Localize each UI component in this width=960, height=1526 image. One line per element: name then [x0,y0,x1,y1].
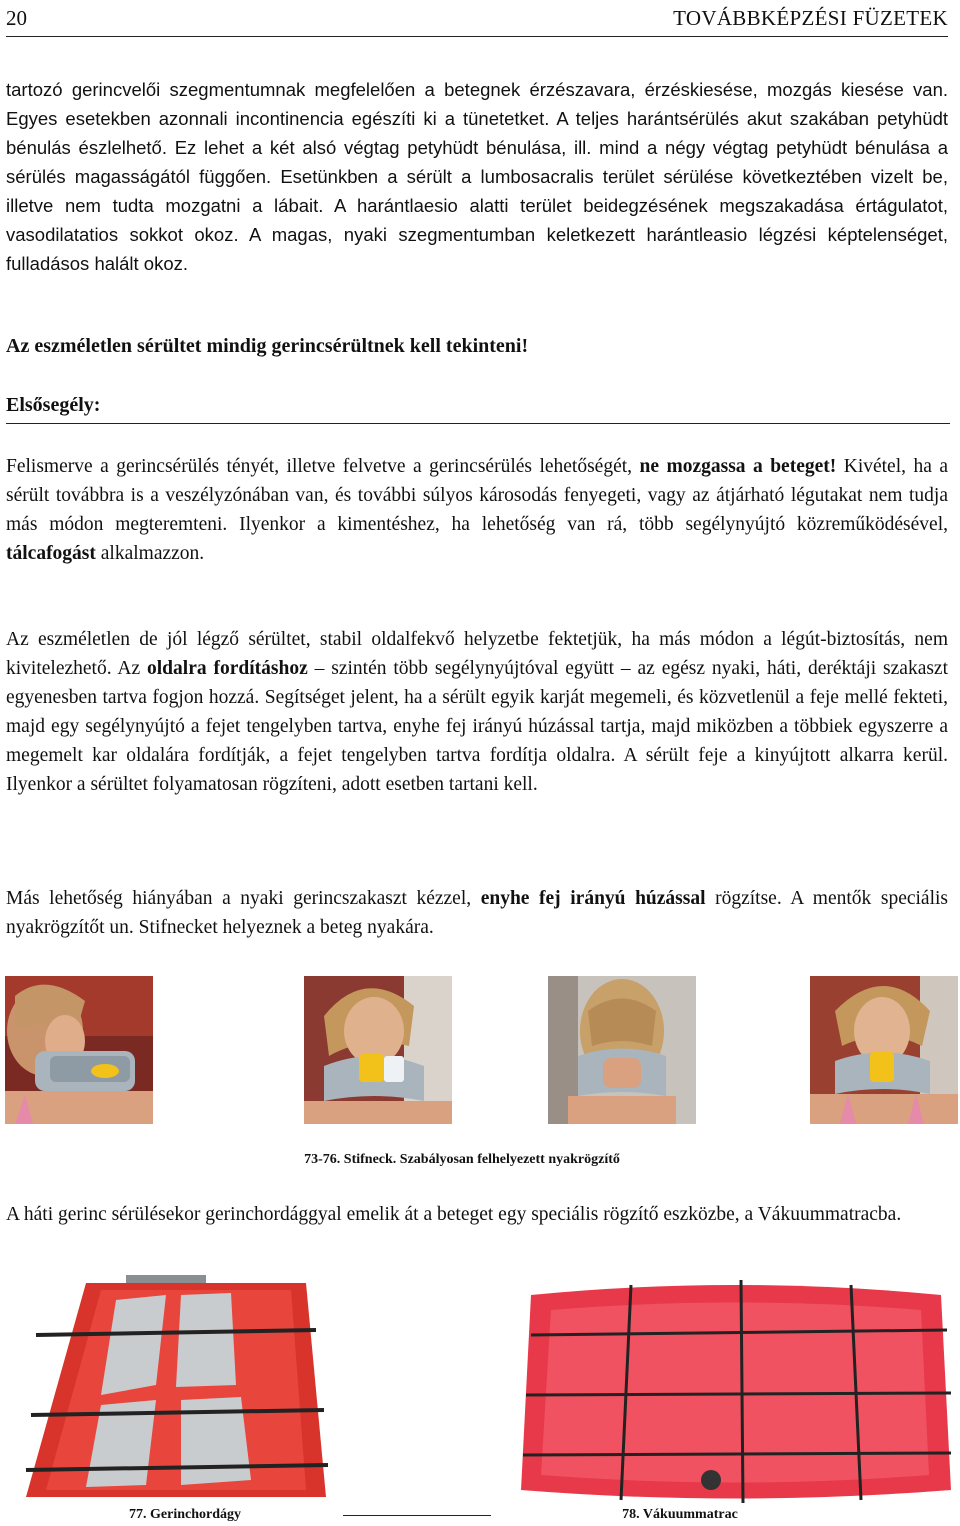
paragraph-2-text-a: Felismerve a gerincsérülés tényét, illetve felvetve a gerincsérülés lehetőségét, [6,456,633,477]
photo-stifneck-front-angle [304,976,452,1124]
paragraph-2-emphasis-a: ne mozgassa a beteget! [639,456,837,477]
paragraph-3-text-b: – szintén több segélynyújtóval együtt – az egész nyaki, háti, deréktáji szakaszt egyenesben tartva fogjon hozzá. Segítséget jelent, ha a sérült egyik karját megemeli, és közvetlenül a feje mellé fekteti, majd egy segélynyújtó a fejet tengelyben tartva, enyhe fej irányú húzással tartja, majd miközben a többiek egyszerre a megemelt kar oldalára fordítják, a fejet tengelyben tartva fordítja oldalra. A sérült feje a kinyújtott alkarra kerül. Ilyenkor a sérültet folyamatosan rögzíteni, adott esetben tartani kell. [6,658,949,795]
page-number: 20 [6,6,27,30]
caption-stretcher: 77. Gerinchordágy [129,1507,241,1522]
paragraph-4-emphasis: enyhe fej irányú húzással [480,888,706,909]
paragraph-4-text-a: Más lehetőség hiányában a nyaki gerincszakaszt kézzel, [6,888,472,909]
paragraph-1 [6,75,948,278]
photo-stifneck-side [5,976,153,1124]
paragraph-5: A háti gerinc sérülésekor gerinchordággyal emelik át a beteget egy speciális rögzítő eszközbe, a Vákuummatracba. [6,1204,902,1225]
caption-divider [343,1515,491,1516]
paragraph-3-emphasis: oldalra fordításhoz [147,658,308,679]
paragraph-2-emphasis-b: tálcafogást [6,543,96,564]
warning-heading: Az eszméletlen sérültet mindig gerincsérültnek kell tekinteni! [6,335,529,357]
paragraph-1-text-a: tartozó gerincvelői szegmentumnak megfelelően a betegnek érzészavara, érzéskiesése, mozgás kiesése van. Egyes esetekben azonnali incontinencia egészíti ki a tünetetket. A teljes harántsérülés akut szakában petyhüdt bénulás észlelhető. Ez lehet a két alsó végtag petyhüdt bénulása, ill. mind a négy végtag petyhüdt bénulása a sérülés magasságától függően. [6,79,948,187]
paragraph-4-text-b: rögzítse. A mentők speciális nyakrögzítőt un. Stifnecket helyeznek a beteg nyakára. [6,888,948,938]
running-title: TOVÁBBKÉPZÉSI FÜZETEK [673,6,948,30]
caption-vacuum-mattress: 78. Vákuummatrac [622,1507,738,1522]
photo-stifneck-front [810,976,958,1124]
section-title: Elsősegély: [6,394,101,416]
photo-vacuum-mattress [511,1275,957,1505]
photo-scoop-stretcher [6,1275,338,1505]
photo-stifneck-back [548,976,696,1124]
paragraph-4 [6,884,948,942]
page-header [6,2,948,37]
paragraph-1-text-b: Esetünkben a sérült a lumbosacralis terület sérülése következtében vizelt be, illetve nem tudta mozgatni a lábait. A harántlaesio alatti terület beidegzésének megszakadása értágulatot, vasodilatatios sokkot okoz. A magas, nyaki szegmentumban keletkezett harántleasio légzési képtelenséget, fulladásos halált okoz. [6,166,948,274]
paragraph-2-text-c: alkalmazzon. [100,543,205,564]
paragraph-3-text-a: Az eszméletlen de jól légző sérültet, stabil oldalfekvő helyzetbe fektetjük, ha más módon a légút-biztosítás, nem kivitelezhető. Az [6,629,948,679]
paragraph-3 [6,625,948,799]
section-divider [6,423,950,424]
figure-caption-stifneck: 73-76. Stifneck. Szabályosan felhelyezett nyakrögzítő [304,1152,620,1167]
paragraph-2-text-b: Kivétel, ha a sérült továbbra is a veszélyzónában van, és további súlyos károsodás fenyegeti, vagy az átjárható légutakat nem tudja más módon megteremteni. Ilyenkor a kimentéshez, ha lehetőség van rá, több segélynyújtó közreműködésével, [6,456,948,535]
paragraph-2 [6,452,948,568]
